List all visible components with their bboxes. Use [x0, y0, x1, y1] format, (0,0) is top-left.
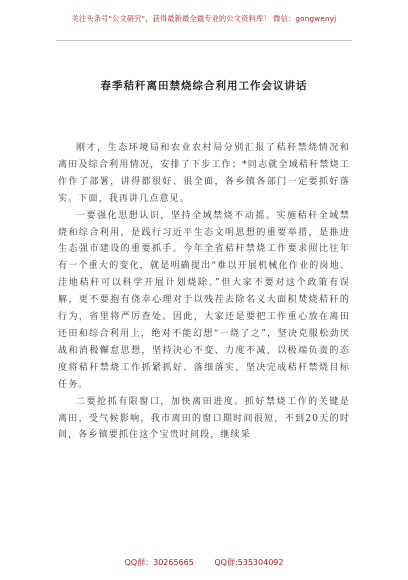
paragraph-intro: 刚才，生态环境局和农业农村局分别汇报了秸秆禁烧情况和离田及综合利用情况，安排了下步工作；*同志就全域秸秆禁烧工作作了部署，讲得都很好、很全面，各乡镇各部门一定要抓好落实。下面，我再讲几点意见。 — [58, 143, 350, 204]
paragraph-point-one: 一要强化思想认识，坚持全域禁烧不动摇。实施秸秆全域禁烧和综合利用，是践行习近平生态文明思想的重要举措，是推进生态强市建设的重要抓手。今年全省秸秆禁烧工作要求照比往年有一个重大的变化，就是明确提出“难以开展机械化作业的岗地、洼地秸秆可以科学开展计划烧除。”但大家不要对这个政策有误解，更不要抱有侥幸心理对于以残茬去除名义大面积焚烧秸秆的行为，省里将严厉查处。因此，大家还是要把工作重心放在离田还田和综合利用上，绝对不能幻想“一烧了之”，坚决克服松劲厌战和消极懈怠思想，坚持决心不变、力度不减，以极端负责的态度将秸秆禁烧工作抓紧抓好、落细落实，坚决完成秸秆禁烧目标任务。 — [58, 210, 350, 390]
paragraph-point-two: 二要抢抓有限窗口，加快离田进度。抓好禁烧工作的关键是离田，受气候影响，我市离田的窗口期时间很短，不到20天的时间，各乡镇要抓住这个宝贵时间段，继续采 — [58, 396, 350, 441]
footer-contacts — [0, 557, 408, 568]
document-body — [58, 140, 350, 444]
footer-qq-group-1: QQ群：30265665 — [124, 558, 194, 567]
document-title: 春季秸秆离田禁烧综合利用工作会议讲话 — [100, 80, 308, 92]
header-divider — [56, 40, 352, 41]
footer-qq-group-2: QQ群:535304092 — [214, 558, 284, 567]
header-banner: 关注头条号"公文研究"，获得最新最全最专业的公文资料库！ 微信：gongwenyj — [71, 14, 337, 23]
